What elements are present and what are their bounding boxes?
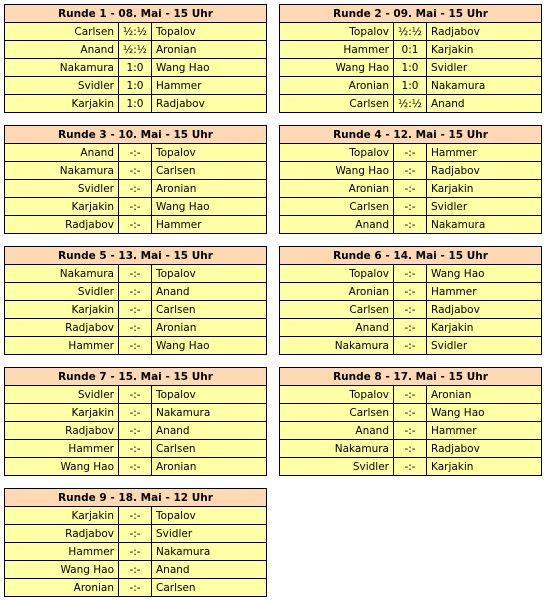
white-player: Topalov [280,23,394,41]
black-player: Svidler [427,337,542,355]
game-result: -:- [119,283,152,301]
black-player: Karjakin [427,319,542,337]
game-result: -:- [394,337,427,355]
round-table [4,488,267,597]
game-result: -:- [394,422,427,440]
game-result: -:- [119,386,152,404]
white-player: Aronian [280,283,394,301]
round-title: Runde 7 - 15. Mai - 15 Uhr [5,368,267,386]
game-row [5,41,267,59]
black-player: Wang Hao [152,337,267,355]
game-result: -:- [119,561,152,579]
round-title: Runde 8 - 17. Mai - 15 Uhr [280,368,542,386]
game-result: -:- [394,180,427,198]
black-player: Anand [152,561,267,579]
game-row [280,404,542,422]
game-row [5,265,267,283]
game-row [280,180,542,198]
round-table [279,125,542,234]
black-player: Radjabov [427,301,542,319]
black-player: Topalov [152,507,267,525]
black-player: Hammer [152,77,267,95]
white-player: Radjabov [5,216,119,234]
round-header-row [280,5,542,23]
round-table [4,246,267,355]
white-player: Topalov [280,144,394,162]
white-player: Radjabov [5,525,119,543]
game-result: -:- [119,507,152,525]
black-player: Karjakin [427,180,542,198]
game-row [280,41,542,59]
game-row [5,301,267,319]
white-player: Hammer [280,41,394,59]
white-player: Carlsen [280,95,394,113]
game-row [5,422,267,440]
game-row [280,319,542,337]
game-result: -:- [119,579,152,597]
game-row [280,301,542,319]
white-player: Anand [5,41,119,59]
black-player: Topalov [152,144,267,162]
game-result: ½:½ [394,23,427,41]
black-player: Nakamura [427,77,542,95]
game-row [280,440,542,458]
round-title: Runde 9 - 18. Mai - 12 Uhr [5,489,267,507]
black-player: Radjabov [152,95,267,113]
black-player: Hammer [152,216,267,234]
game-row [280,95,542,113]
game-row [5,319,267,337]
game-result: ½:½ [119,23,152,41]
game-result: -:- [394,198,427,216]
black-player: Carlsen [152,301,267,319]
game-result: 1:0 [119,95,152,113]
game-result: -:- [119,319,152,337]
white-player: Wang Hao [280,162,394,180]
game-row [280,265,542,283]
round-header-row [5,5,267,23]
white-player: Topalov [280,386,394,404]
game-result: 1:0 [394,77,427,95]
black-player: Aronian [152,458,267,476]
game-result: -:- [119,337,152,355]
black-player: Karjakin [427,458,542,476]
white-player: Carlsen [5,23,119,41]
game-result: -:- [119,301,152,319]
round-header-row [5,368,267,386]
game-result: -:- [394,162,427,180]
white-player: Radjabov [5,422,119,440]
game-row [5,283,267,301]
game-row [5,386,267,404]
black-player: Nakamura [152,404,267,422]
black-player: Wang Hao [152,59,267,77]
game-row [5,337,267,355]
game-row [280,59,542,77]
white-player: Nakamura [5,265,119,283]
white-player: Hammer [5,440,119,458]
game-result: ½:½ [394,95,427,113]
white-player: Karjakin [5,95,119,113]
white-player: Anand [5,144,119,162]
white-player: Wang Hao [5,458,119,476]
round-title: Runde 1 - 08. Mai - 15 Uhr [5,5,267,23]
game-row [5,561,267,579]
white-player: Radjabov [5,319,119,337]
round-header-row [5,247,267,265]
game-result: -:- [394,283,427,301]
game-result: ½:½ [119,41,152,59]
black-player: Anand [152,422,267,440]
game-result: -:- [119,404,152,422]
white-player: Aronian [280,77,394,95]
black-player: Anand [152,283,267,301]
black-player: Carlsen [152,162,267,180]
game-result: 0:1 [394,41,427,59]
game-row [280,162,542,180]
game-row [280,458,542,476]
round-table [4,367,267,476]
game-result: -:- [119,440,152,458]
game-row [280,23,542,41]
game-result: -:- [394,301,427,319]
game-result: -:- [394,386,427,404]
game-row [280,198,542,216]
black-player: Aronian [152,180,267,198]
black-player: Carlsen [152,440,267,458]
black-player: Aronian [427,386,542,404]
game-row [5,77,267,95]
black-player: Nakamura [152,543,267,561]
game-row [5,404,267,422]
game-row [5,162,267,180]
white-player: Svidler [5,283,119,301]
game-result: -:- [394,216,427,234]
white-player: Aronian [5,579,119,597]
round-title: Runde 4 - 12. Mai - 15 Uhr [280,126,542,144]
round-table [4,125,267,234]
game-row [280,337,542,355]
game-result: -:- [394,265,427,283]
round-header-row [5,126,267,144]
black-player: Hammer [427,422,542,440]
game-result: -:- [119,458,152,476]
game-result: 1:0 [119,59,152,77]
round-title: Runde 3 - 10. Mai - 15 Uhr [5,126,267,144]
white-player: Wang Hao [280,59,394,77]
game-result: -:- [394,458,427,476]
white-player: Nakamura [280,440,394,458]
game-row [280,144,542,162]
game-row [5,440,267,458]
game-row [5,23,267,41]
black-player: Karjakin [427,41,542,59]
white-player: Carlsen [280,198,394,216]
game-row [5,543,267,561]
game-row [5,458,267,476]
game-row [5,144,267,162]
game-result: -:- [119,422,152,440]
game-row [5,198,267,216]
round-title: Runde 6 - 14. Mai - 15 Uhr [280,247,542,265]
game-result: -:- [119,525,152,543]
black-player: Radjabov [427,440,542,458]
white-player: Karjakin [5,404,119,422]
white-player: Svidler [5,77,119,95]
white-player: Svidler [280,458,394,476]
game-result: 1:0 [394,59,427,77]
game-row [5,59,267,77]
round-header-row [5,489,267,507]
white-player: Karjakin [5,198,119,216]
white-player: Wang Hao [5,561,119,579]
black-player: Svidler [427,59,542,77]
game-row [5,216,267,234]
game-result: -:- [119,265,152,283]
game-result: -:- [119,180,152,198]
round-header-row [280,126,542,144]
black-player: Anand [427,95,542,113]
black-player: Svidler [152,525,267,543]
white-player: Karjakin [5,301,119,319]
black-player: Hammer [427,144,542,162]
game-result: -:- [394,404,427,422]
game-result: -:- [394,144,427,162]
black-player: Nakamura [427,216,542,234]
round-table [279,4,542,113]
game-row [280,216,542,234]
game-row [5,525,267,543]
round-table [4,4,267,113]
white-player: Svidler [5,180,119,198]
round-header-row [280,247,542,265]
white-player: Nakamura [5,162,119,180]
round-header-row [280,368,542,386]
game-result: -:- [119,216,152,234]
white-player: Hammer [5,543,119,561]
white-player: Carlsen [280,301,394,319]
black-player: Wang Hao [427,404,542,422]
game-row [5,180,267,198]
game-row [280,422,542,440]
black-player: Topalov [152,23,267,41]
black-player: Aronian [152,41,267,59]
game-result: -:- [119,144,152,162]
round-title: Runde 2 - 09. Mai - 15 Uhr [280,5,542,23]
white-player: Nakamura [5,59,119,77]
black-player: Aronian [152,319,267,337]
white-player: Nakamura [280,337,394,355]
game-result: -:- [119,543,152,561]
white-player: Svidler [5,386,119,404]
black-player: Radjabov [427,162,542,180]
round-table [279,367,542,476]
black-player: Wang Hao [427,265,542,283]
game-result: 1:0 [119,77,152,95]
white-player: Carlsen [280,404,394,422]
white-player: Anand [280,422,394,440]
white-player: Karjakin [5,507,119,525]
game-result: -:- [394,319,427,337]
black-player: Topalov [152,386,267,404]
game-row [280,77,542,95]
game-result: -:- [119,162,152,180]
white-player: Anand [280,216,394,234]
game-result: -:- [394,440,427,458]
white-player: Anand [280,319,394,337]
black-player: Carlsen [152,579,267,597]
game-row [280,386,542,404]
round-table [279,246,542,355]
black-player: Topalov [152,265,267,283]
white-player: Aronian [280,180,394,198]
game-row [280,283,542,301]
game-result: -:- [119,198,152,216]
black-player: Radjabov [427,23,542,41]
round-title: Runde 5 - 13. Mai - 15 Uhr [5,247,267,265]
game-row [5,507,267,525]
white-player: Hammer [5,337,119,355]
game-row [5,579,267,597]
game-row [5,95,267,113]
black-player: Hammer [427,283,542,301]
white-player: Topalov [280,265,394,283]
black-player: Wang Hao [152,198,267,216]
black-player: Svidler [427,198,542,216]
